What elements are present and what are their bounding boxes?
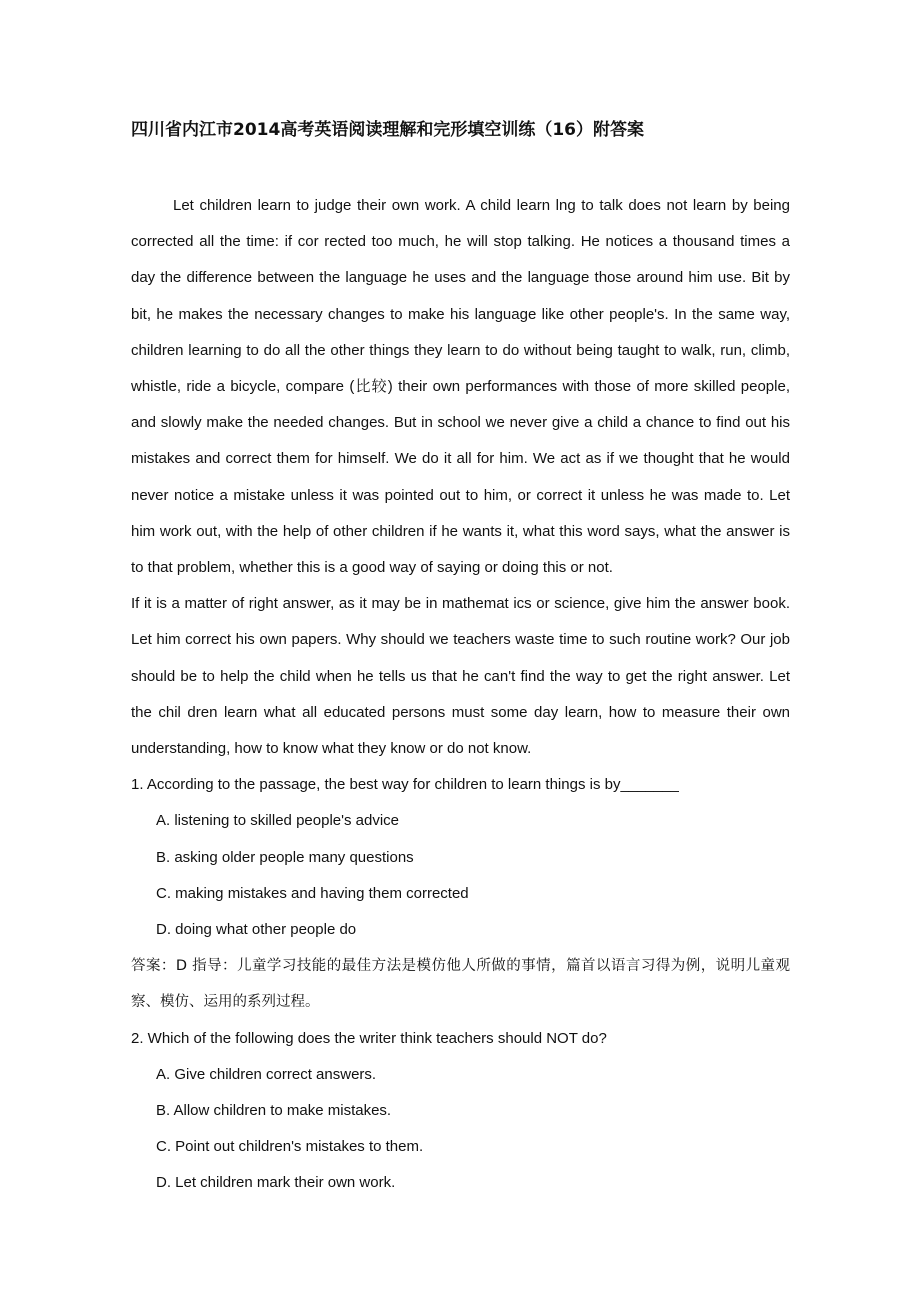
- question-2-option-a: A. Give children correct answers.: [156, 1065, 377, 1083]
- question-1-answer: 答案：D 指导：儿童学习技能的最佳方法是模仿他人所做的事情，篇首以语言习得为例，说明儿童观察、模仿、运用的系列过程。: [131, 958, 790, 1011]
- question-2-option-b: B. Allow children to make mistakes.: [156, 1102, 392, 1120]
- question-2-option-d: D. Let children mark their own work.: [156, 1174, 396, 1192]
- question-text: 2. Which of the following does the writer think teachers should NOT do?: [131, 1029, 607, 1047]
- question-1-option-c: C. making mistakes and having them corrected: [156, 884, 469, 902]
- document-content: [131, 112, 790, 1202]
- question-2: [131, 1021, 790, 1202]
- document-title: 四川省内江市2014高考英语阅读理解和完形填空训练（16）附答案: [131, 120, 644, 140]
- passage-paragraph-2: If it is a matter of right answer, as it may be in mathemat ics or science, give him the answer book. Let him correct his own papers. Why should we teachers waste time to such routine work? Our job should be to help the child when he tells us that he can't find the way to get the right answer. Let the chil dren learn what all educated persons must some day learn, how to measure their own understanding, how to know what they know or do not know.: [131, 595, 790, 758]
- question-1-option-b: B. asking older people many questions: [156, 848, 414, 866]
- question-2-option-c: C. Point out children's mistakes to them.: [156, 1138, 424, 1156]
- question-text: 1. According to the passage, the best way for children to learn things is by_______: [131, 776, 679, 794]
- passage-paragraph-1: Let children learn to judge their own work. A child learn lng to talk does not learn by being corrected all the time: if cor rected too much, he will stop talking. He notices a thousand times a day the difference between the language he uses and the language those around him use. Bit by bit, he makes the necessary changes to make his language like other people's. In the same way, children learning to do all the other things they learn to do without being taught to walk, run, climb, whistle, ride a bicycle, compare (比较) their own performances with those of more skilled people, and slowly make the needed changes. But in school we never give a child a chance to find out his mistakes and correct them for himself. We do it all for him. We act as if we thought that he would never notice a mistake unless it was pointed out to him, or correct it unless he was made to. Let him work out, with the help of other children if he wants it, what this word says, what the answer is to that problem, whether this is a good way of saying or doing this or not.: [131, 197, 790, 577]
- question-1-option-a: A. listening to skilled people's advice: [156, 812, 400, 830]
- question-1-option-d: D. doing what other people do: [156, 921, 357, 939]
- question-1: [131, 767, 790, 1020]
